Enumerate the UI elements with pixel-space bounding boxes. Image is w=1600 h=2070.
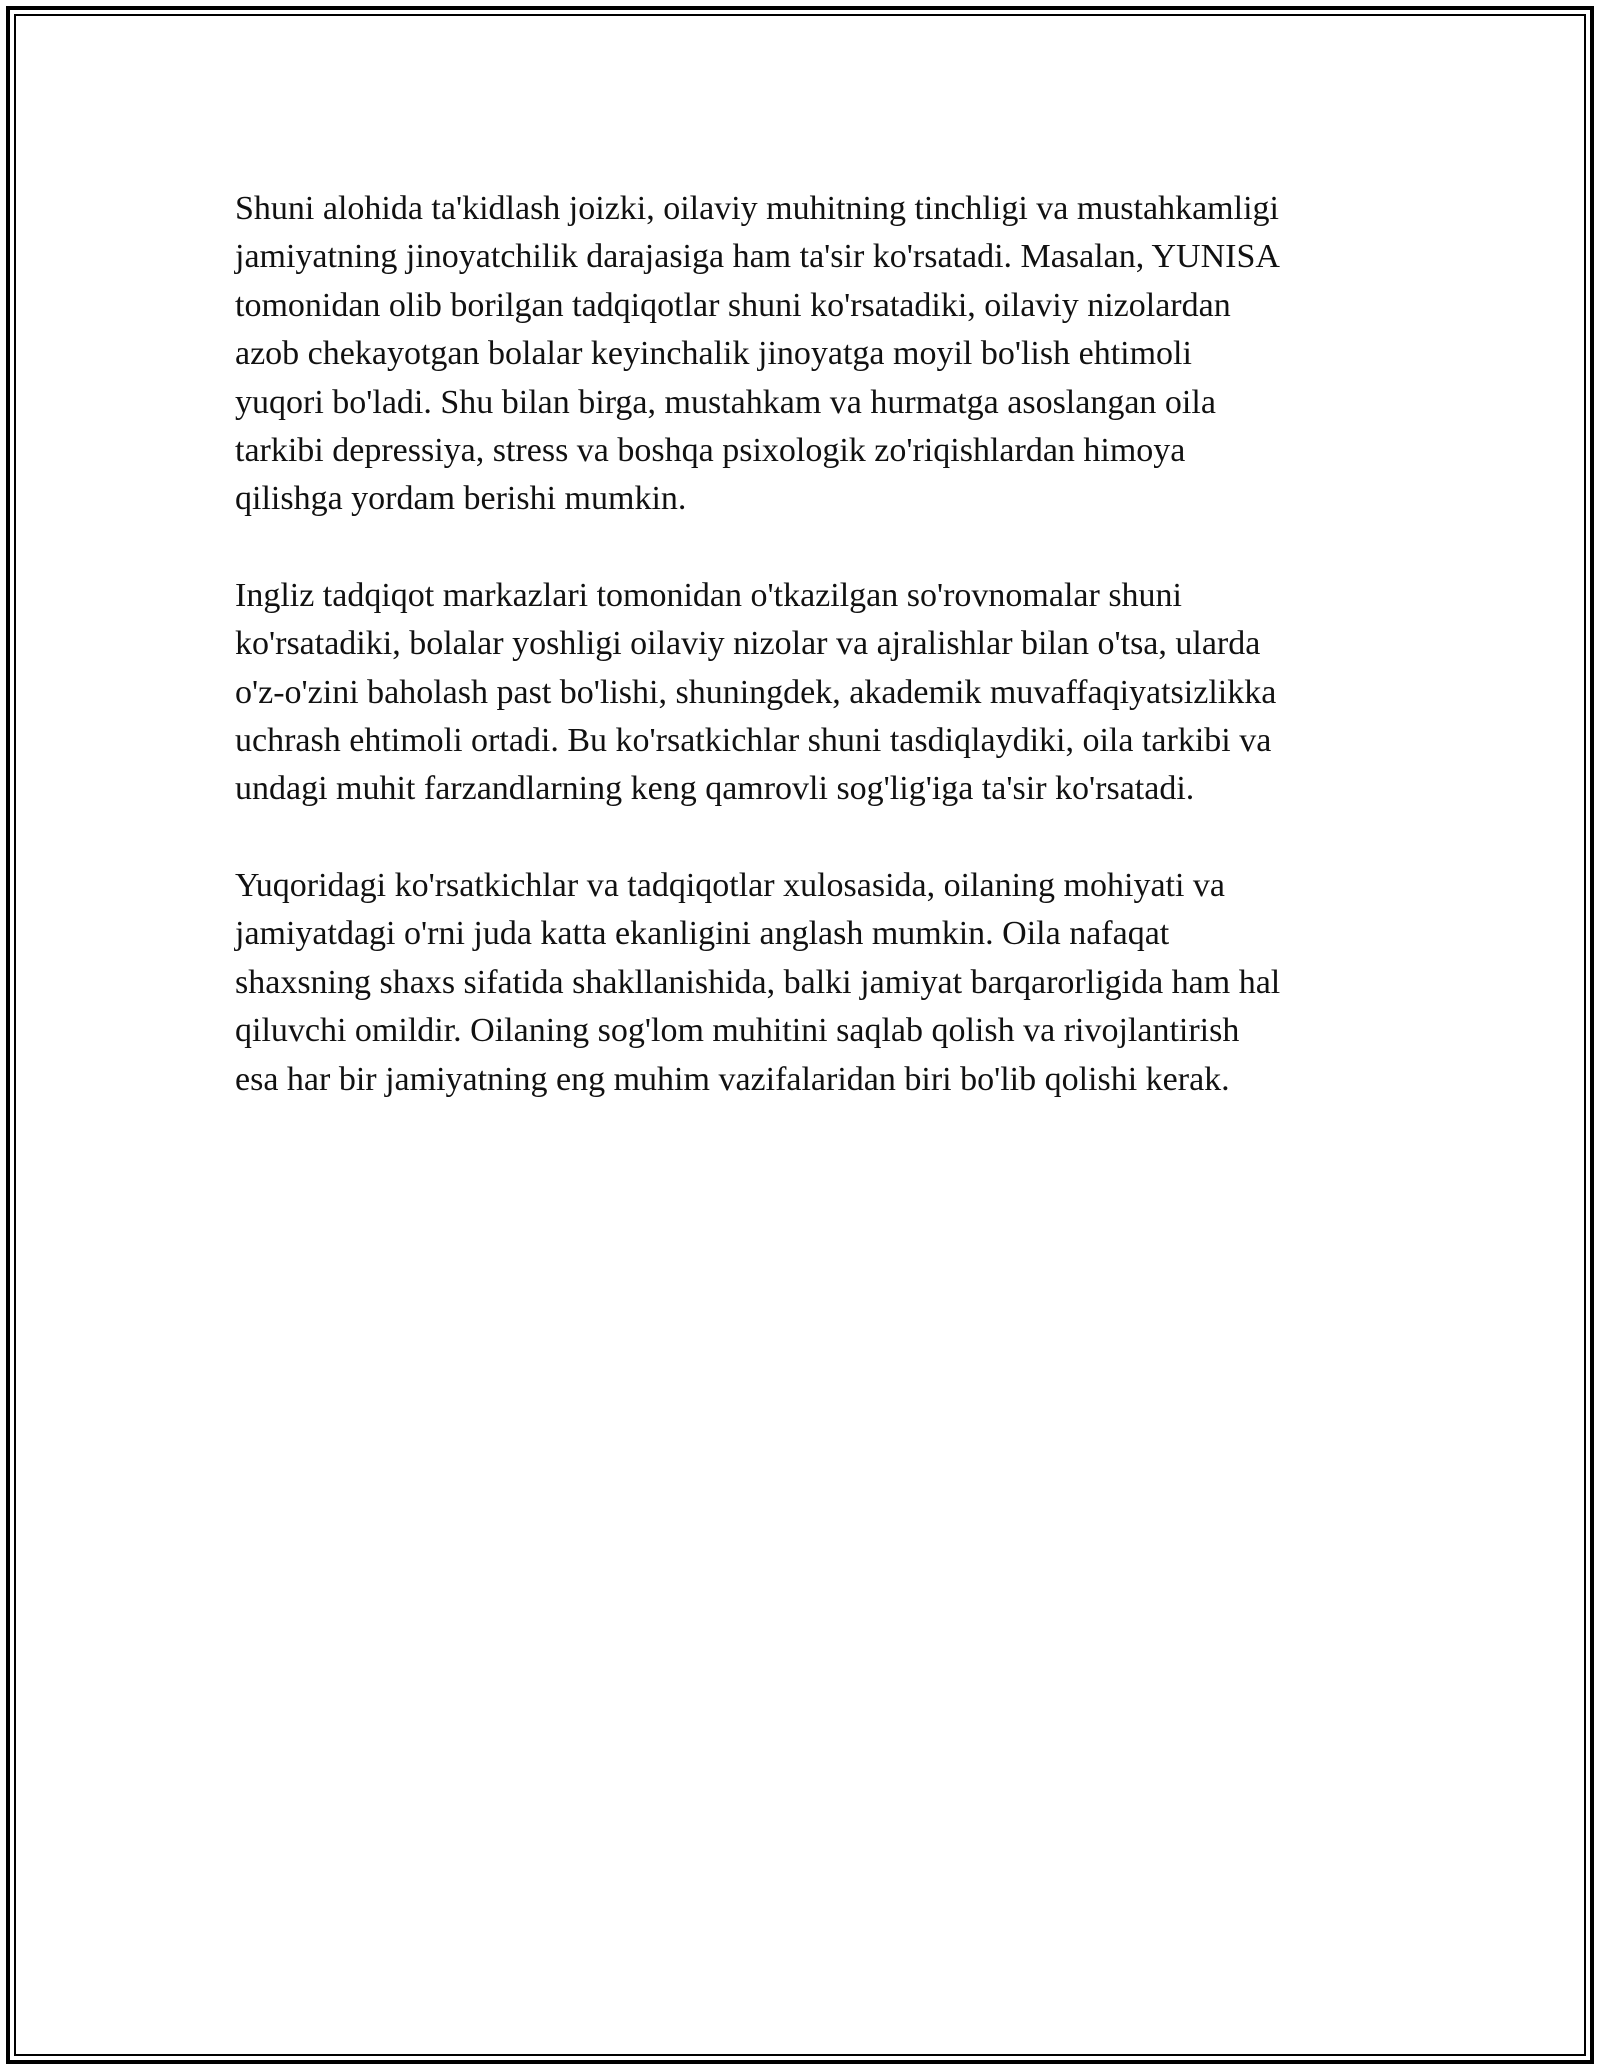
paragraph-1: Shuni alohida ta'kidlash joizki, oilaviy muhitning tinchligi va mustahkamligi jamiyatning jinoyatchilik darajasiga ham ta'sir ko'rsatadi. Masalan, YUNISA tomonidan olib borilgan tadqiqotlar shuni ko'rsatadiki, oilaviy nizolardan azob chekayotgan bolalar keyinchalik jinoyatga moyil bo'lish ehtimoli yuqori bo'ladi. Shu bilan birga, mustahkam va hurmatga asoslangan oila tarkibi depressiya, stress va boshqa psixologik zo'riqishlardan himoya qilishga yordam berishi mumkin.: [235, 190, 1280, 518]
paragraph-2: Ingliz tadqiqot markazlari tomonidan o'tkazilgan so'rovnomalar shuni ko'rsatadiki, bolalar yoshligi oilaviy nizolar va ajralishlar bilan o'tsa, ularda o'z-o'zini baholash past bo'lishi, shuningdek, akademik muvaffaqiyatsizlikka uchrash ehtimoli ortadi. Bu ko'rsatkichlar shuni tasdiqlaydiki, oila tarkibi va undagi muhit farzandlarning keng qamrovli sog'lig'iga ta'sir ko'rsatadi.: [235, 576, 1277, 808]
document-body: [235, 185, 1375, 1152]
paragraph-3: Yuqoridagi ko'rsatkichlar va tadqiqotlar xulosasida, oilaning mohiyati va jamiyatdagi o'rni juda katta ekanligini anglash mumkin. Oila nafaqat shaxsning shaxs sifatida shakllanishida, balki jamiyat barqarorligida ham hal qiluvchi omildir. Oilaning sog'lom muhitini saqlab qolish va rivojlantirish esa har bir jamiyatning eng muhim vazifalaridan biri bo'lib qolishi kerak.: [235, 866, 1281, 1098]
